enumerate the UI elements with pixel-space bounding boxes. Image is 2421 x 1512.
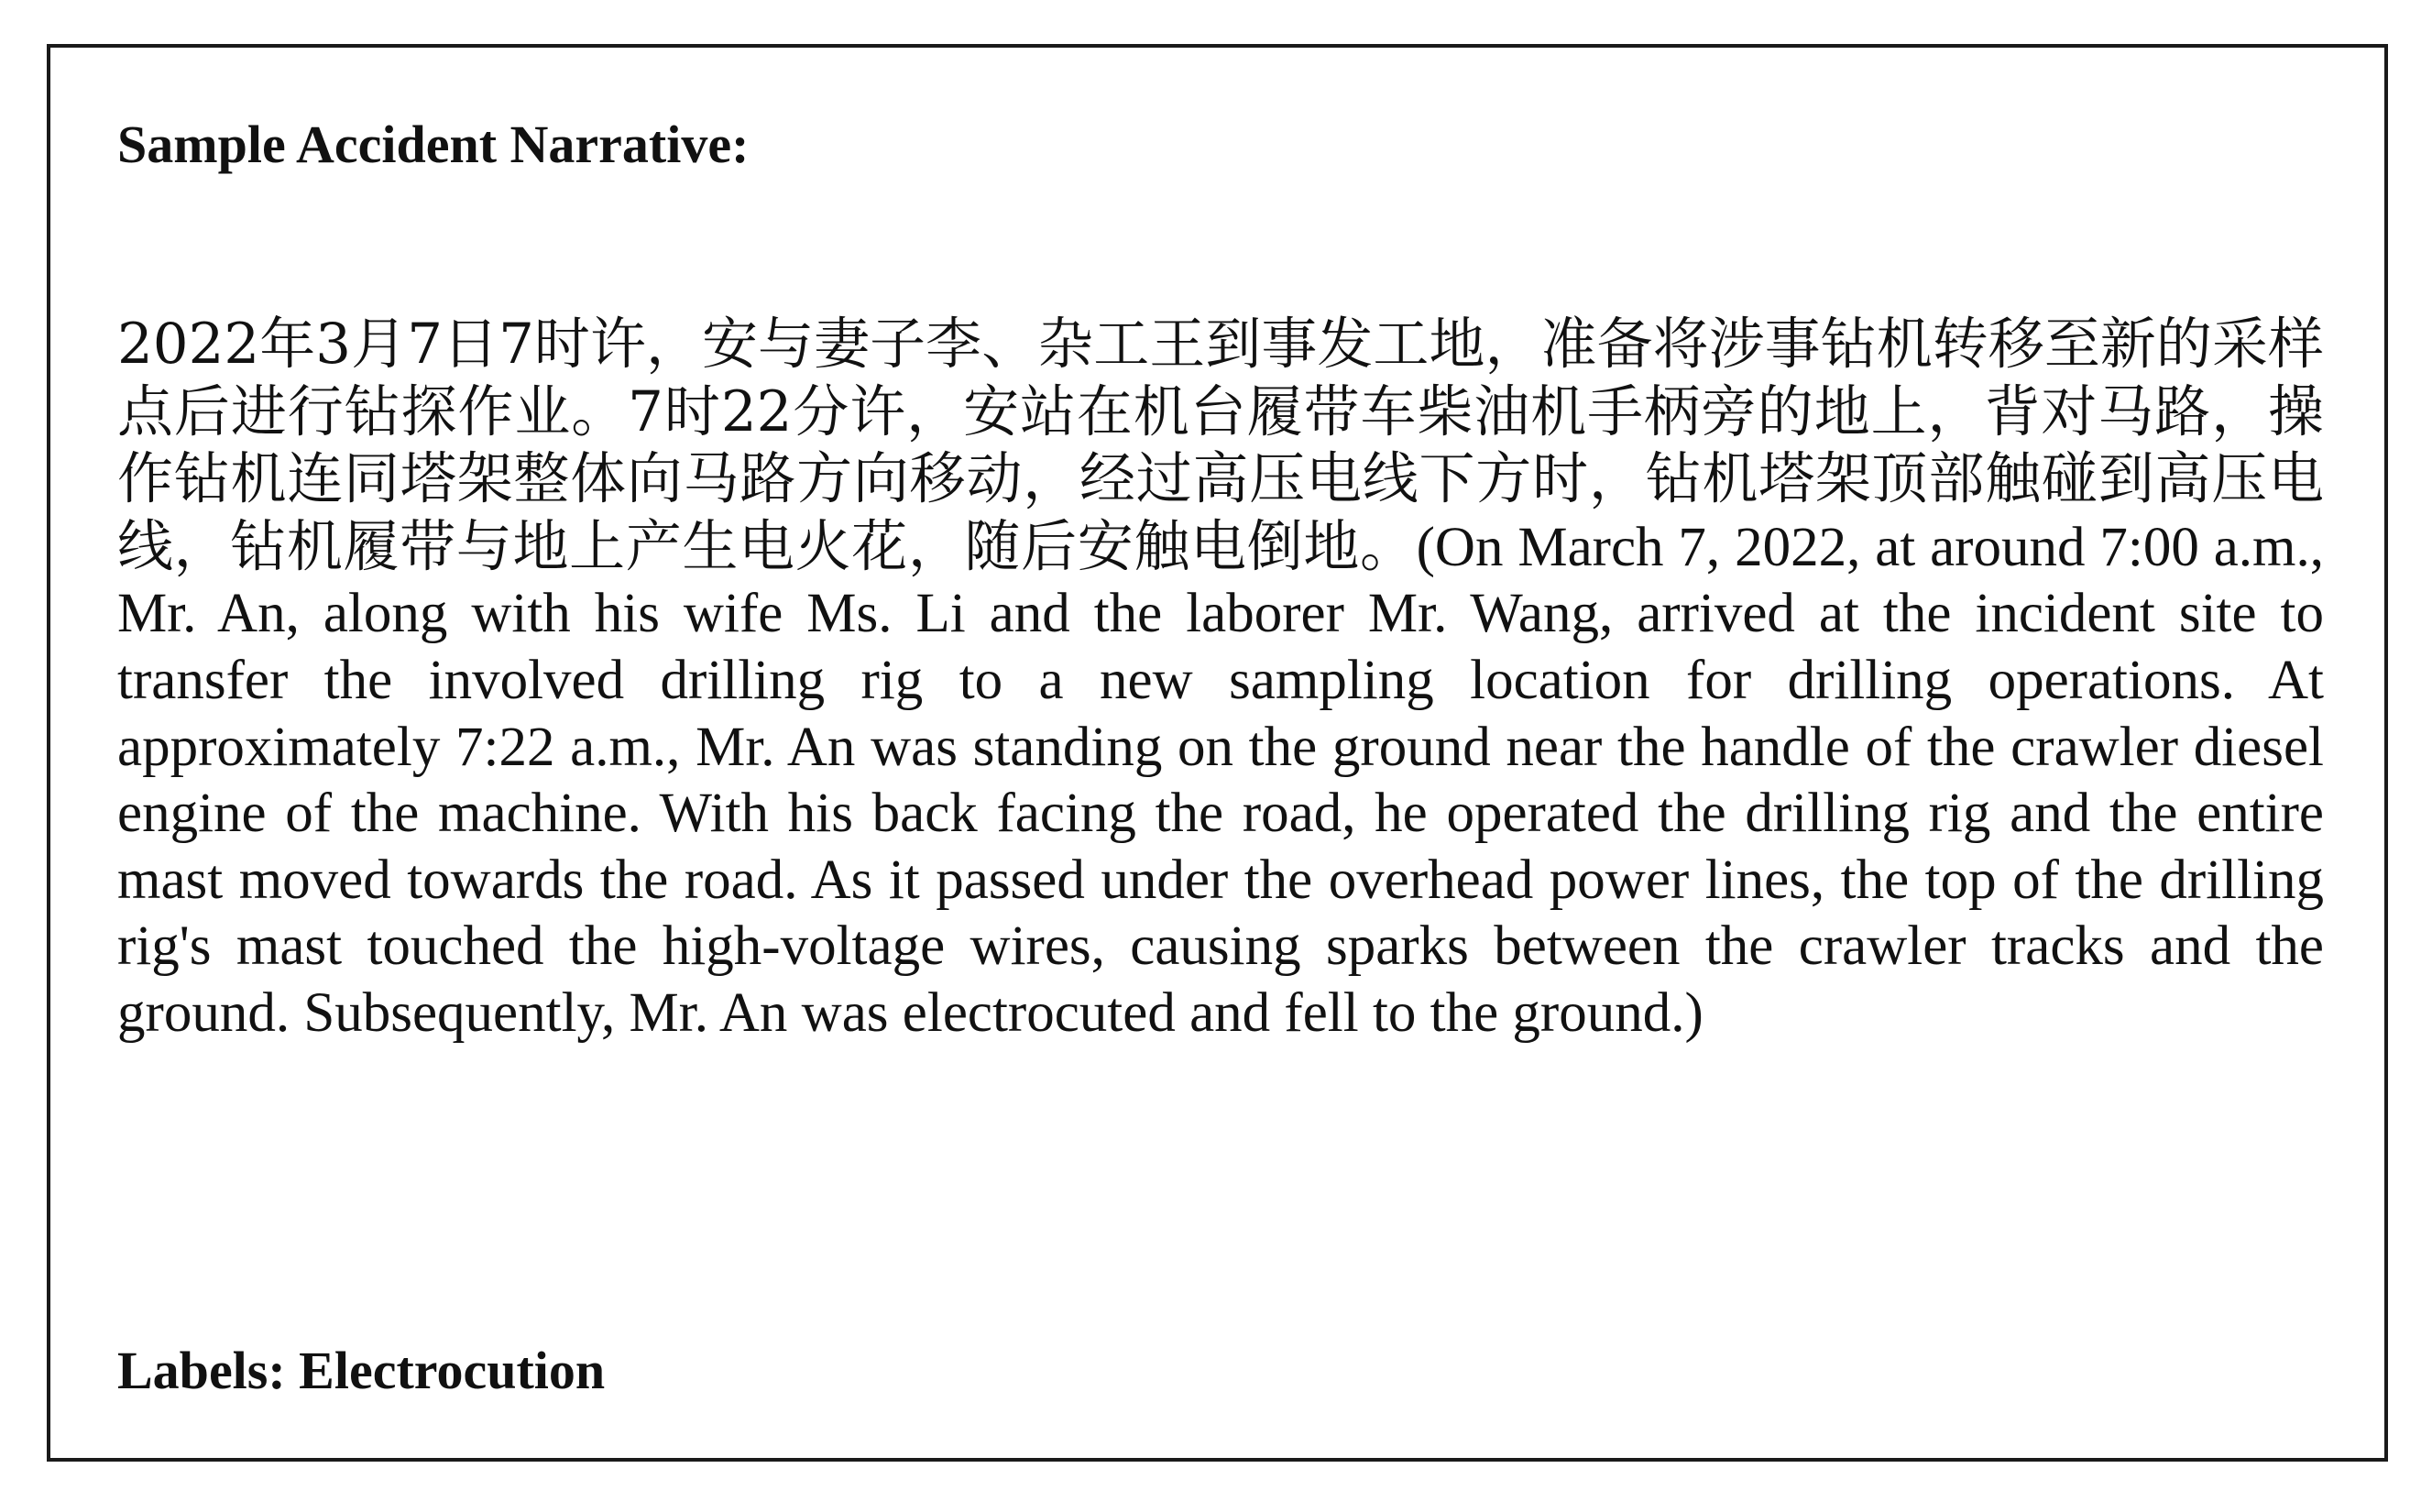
narrative-heading: Sample Accident Narrative: — [117, 115, 750, 174]
accident-narrative — [117, 312, 2324, 1047]
narrative-chinese-text: 2022年3月7日7时许，安与妻子李、杂工王到事发工地，准备将涉事钻机转移至新的采样点后进行钻探作业。7时22分许，安站在机台履带车柴油机手柄旁的地上，背对马路，操作钻机连同塔架整体向马路方向移动，经过高压电线下方时，钻机塔架顶部触碰到高压电线，钻机履带与地上产生电火花，随后安触电倒地。 — [117, 312, 2324, 579]
narrative-english-translation: (On March 7, 2022, at around 7:00 a.m., Mr. An, along with his wife Ms. Li and the laborer Mr. Wang, arrived at the incident site to transfer the involved drilling rig to a new sampling location for drilling operations. At approximately 7:22 a.m., Mr. An was standing on the ground near the handle of the crawler diesel engine of the machine. With his back facing the road, he operated the drilling rig and the entire mast moved towards the road. As it passed under the overhead power lines, the top of the drilling rig's mast touched the high-voltage wires, causing sparks between the crawler tracks and the ground. Subsequently, Mr. An was electrocuted and fell to the ground.) — [117, 516, 2324, 1044]
labels-line: Labels: Electrocution — [117, 1341, 606, 1400]
